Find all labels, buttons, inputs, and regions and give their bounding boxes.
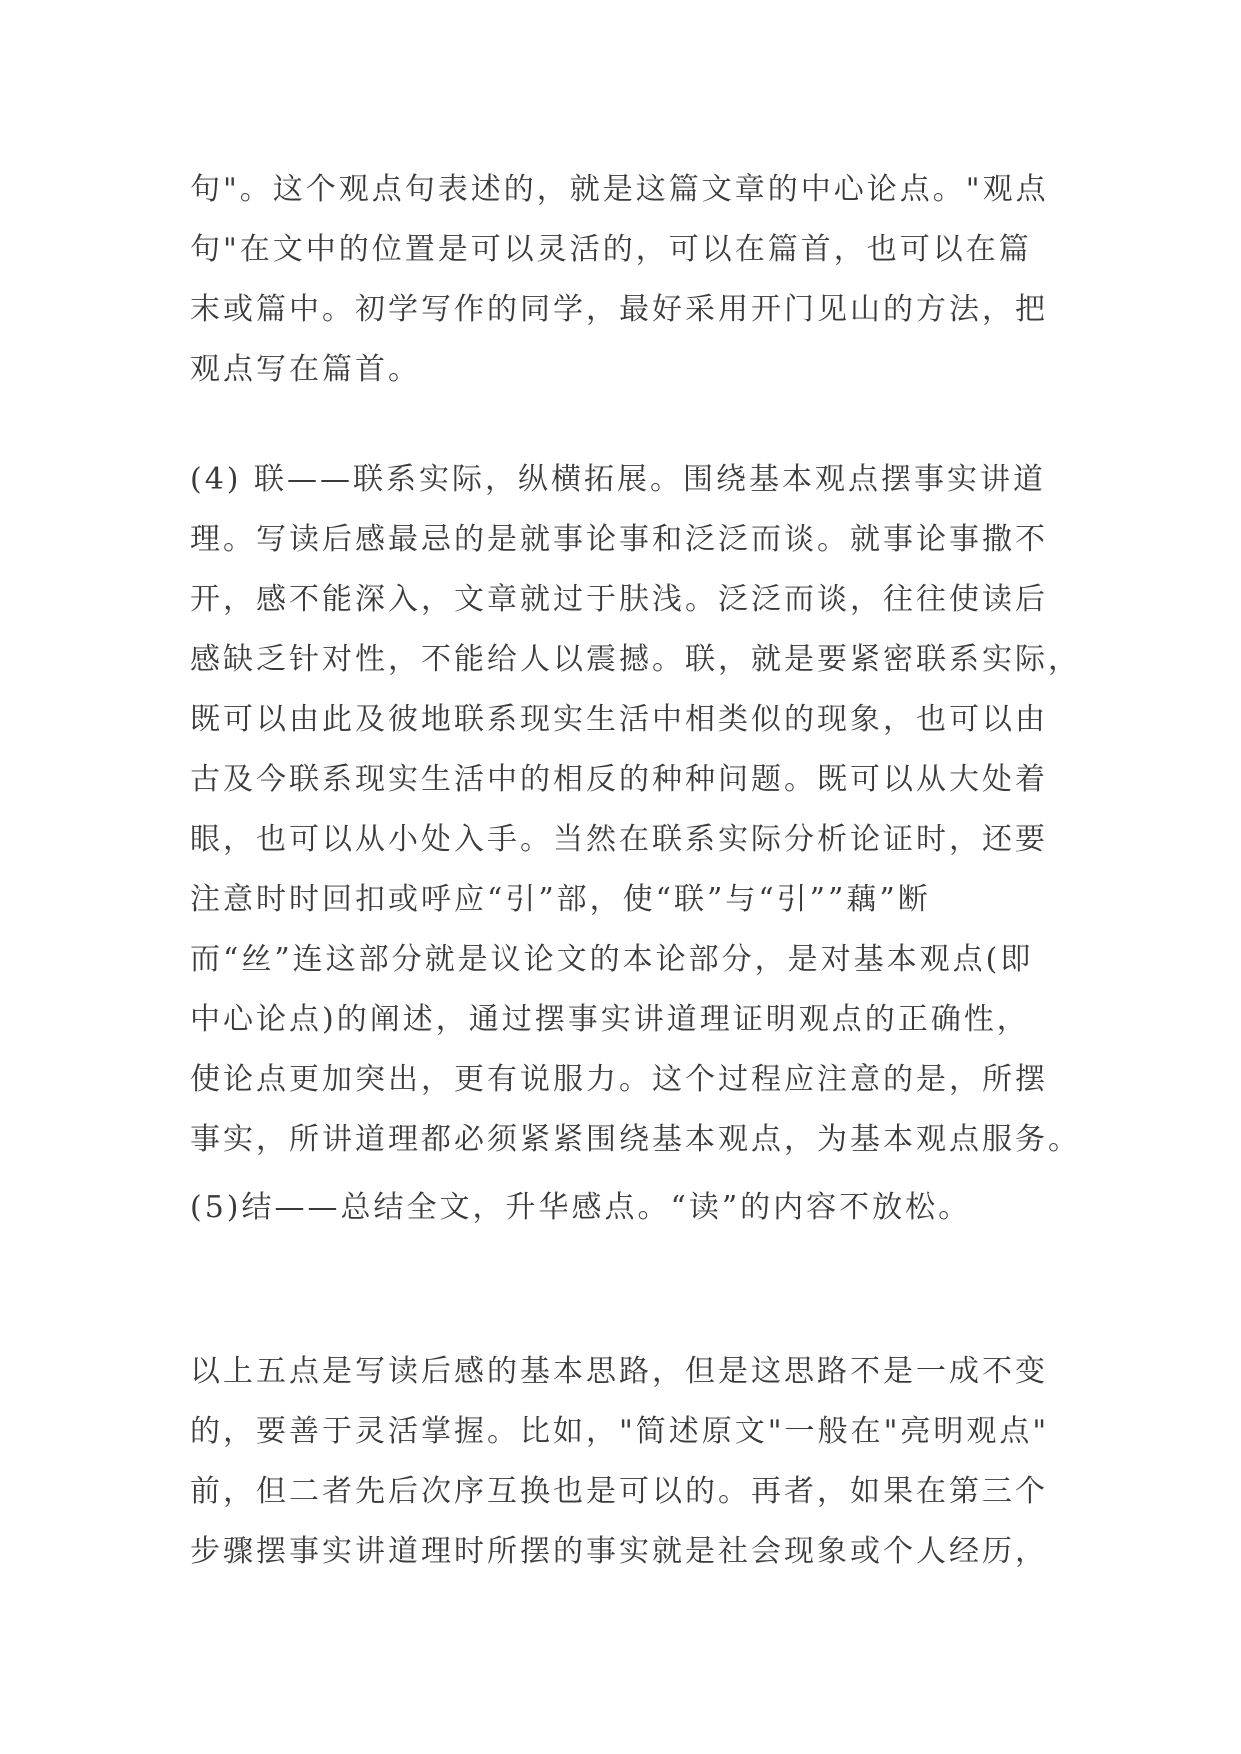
text-line: 开，感不能深入，文章就过于肤浅。泛泛而谈，往往使读后 [190, 582, 1048, 617]
text-line: 以上五点是写读后感的基本思路，但是这思路不是一成不变 [190, 1354, 1048, 1389]
text-line: 感缺乏针对性，不能给人以震撼。联，就是要紧密联系实际， [190, 642, 1081, 677]
text-line: 前，但二者先后次序互换也是可以的。再者，如果在第三个 [190, 1474, 1048, 1509]
text-line: 事实，所讲道理都必须紧紧围绕基本观点，为基本观点服务。 [190, 1122, 1081, 1157]
text-line: 观点写在篇首。 [190, 352, 421, 387]
text-line: 中心论点)的阐述，通过摆事实讲道理证明观点的正确性， [190, 1002, 1030, 1037]
text-line: 末或篇中。初学写作的同学，最好采用开门见山的方法，把 [190, 292, 1048, 327]
text-line: 既可以由此及彼地联系现实生活中相类似的现象，也可以由 [190, 702, 1048, 737]
text-line: (4) 联——联系实际，纵横拓展。围绕基本观点摆事实讲道 [190, 462, 1047, 497]
text-line: 步骤摆事实讲道理时所摆的事实就是社会现象或个人经历， [190, 1534, 1048, 1569]
text-line: 而“丝”连这部分就是议论文的本论部分，是对基本观点(即 [190, 942, 1034, 977]
text-line: 注意时时回扣或呼应“引”部，使“联”与“引””藕”断 [190, 882, 931, 917]
text-line: 句"。这个观点句表述的，就是这篇文章的中心论点。"观点 [190, 172, 1049, 207]
paragraph-2 [190, 450, 1081, 1170]
paragraph-4 [190, 1342, 1060, 1582]
paragraph-1 [190, 160, 1060, 400]
text-line: (5)结——总结全文，升华感点。“读”的内容不放松。 [190, 1190, 972, 1225]
text-line: 使论点更加突出，更有说服力。这个过程应注意的是，所摆 [190, 1062, 1048, 1097]
text-line: 理。写读后感最忌的是就事论事和泛泛而谈。就事论事撒不 [190, 522, 1048, 557]
text-line: 眼，也可以从小处入手。当然在联系实际分析论证时，还要 [190, 822, 1048, 857]
paragraph-3 [190, 1178, 1060, 1238]
text-line: 古及今联系现实生活中的相反的种种问题。既可以从大处着 [190, 762, 1048, 797]
text-line: 句"在文中的位置是可以灵活的，可以在篇首，也可以在篇 [190, 232, 1032, 267]
text-line: 的，要善于灵活掌握。比如，"简述原文"一般在"亮明观点" [190, 1414, 1050, 1449]
